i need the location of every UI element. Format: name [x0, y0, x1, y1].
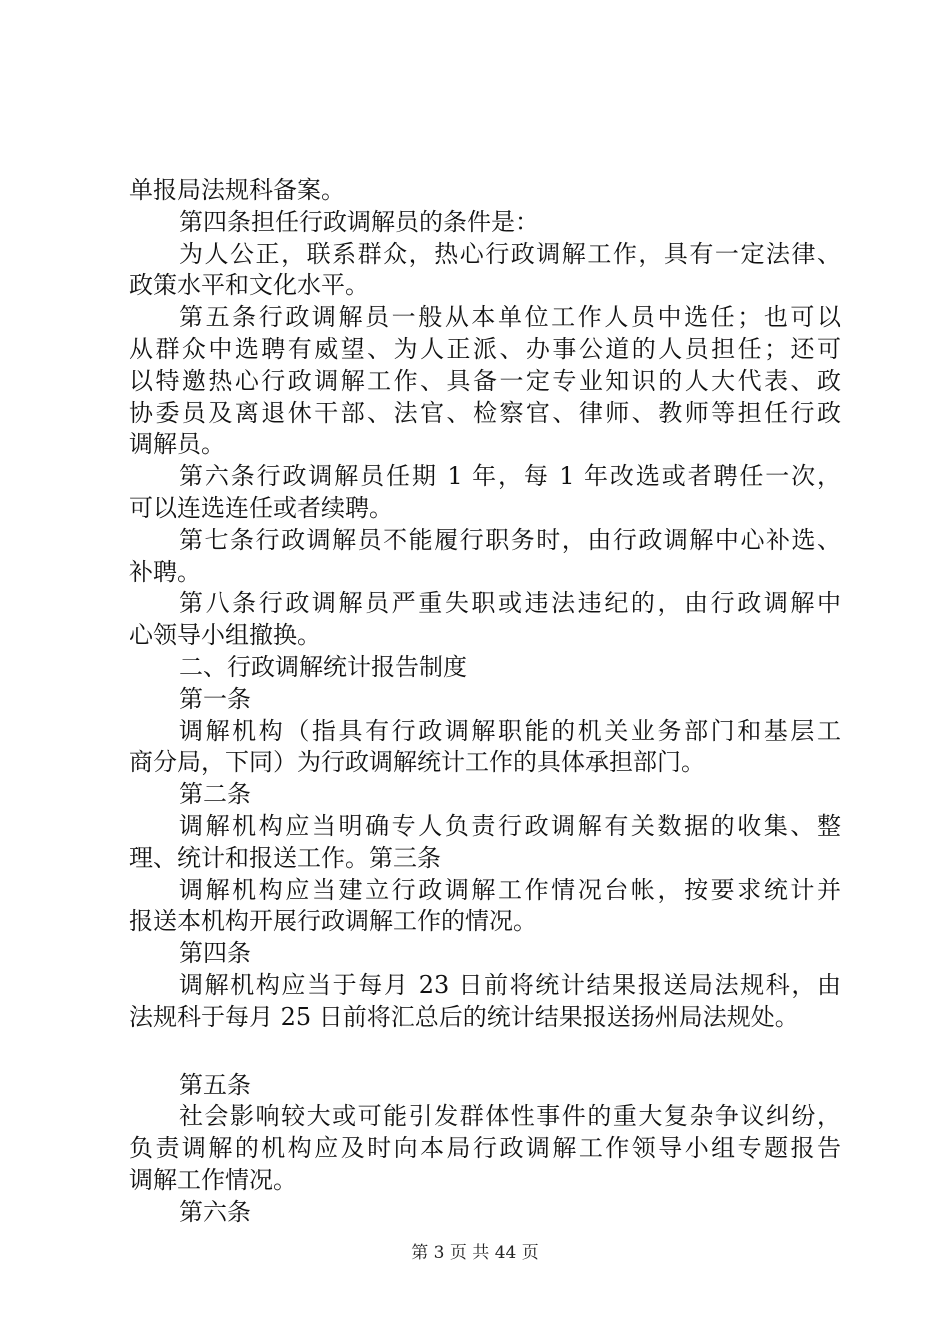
text-line: 第一条: [179, 684, 251, 713]
document-body: [129, 175, 841, 1229]
text-line: 第四条: [179, 939, 251, 968]
text-line: 从群众中选聘有威望、为人正派、办事公道的人员担任；还可: [129, 334, 841, 363]
text-line: 理、统计和报送工作。第三条: [129, 843, 441, 872]
text-line: 单报局法规科备案。: [129, 176, 345, 204]
blank-line: [129, 1034, 841, 1070]
text-line: 第四条担任行政调解员的条件是：: [179, 207, 539, 236]
page-footer: 第 3 页 共 44 页: [411, 1243, 539, 1263]
text-line: 协委员及离退休干部、法官、检察官、律师、教师等担任行政: [129, 398, 841, 427]
text-line: 心领导小组撤换。: [129, 621, 321, 650]
text-line: 以特邀热心行政调解工作、具备一定专业知识的人大代表、政: [129, 366, 841, 395]
text-line: 第五条行政调解员一般从本单位工作人员中选任；也可以: [179, 303, 841, 332]
text-line: 为人公正，联系群众，热心行政调解工作，具有一定法律、: [179, 239, 841, 268]
text-line: 调解员。: [129, 430, 225, 459]
text-line: 第六条行政调解员任期 1 年，每 1 年改选或者聘任一次，: [179, 462, 841, 491]
text-line: 商分局，下同）为行政调解统计工作的具体承担部门。: [129, 748, 705, 777]
text-line: 补聘。: [129, 557, 201, 586]
text-line: 负责调解的机构应及时向本局行政调解工作领导小组专题报告: [129, 1134, 841, 1163]
text-line: 调解机构应当于每月 23 日前将统计结果报送局法规科，由: [179, 970, 841, 999]
text-line: 调解机构应当建立行政调解工作情况台帐，按要求统计并: [179, 875, 841, 904]
text-line: 二、行政调解统计报告制度: [179, 652, 467, 681]
text-line: 第二条: [179, 780, 251, 809]
text-line: 报送本机构开展行政调解工作的情况。: [129, 907, 537, 936]
text-line: 社会影响较大或可能引发群体性事件的重大复杂争议纠纷，: [179, 1102, 841, 1131]
text-line: 调解工作情况。: [129, 1165, 297, 1194]
text-line: 第五条: [179, 1070, 251, 1099]
text-line: 政策水平和文化水平。: [129, 271, 369, 300]
text-line: 调解机构（指具有行政调解职能的机关业务部门和基层工: [179, 716, 841, 745]
text-line: 第七条行政调解员不能履行职务时，由行政调解中心补选、: [179, 525, 841, 554]
text-line: 法规科于每月 25 日前将汇总后的统计结果报送扬州局法规处。: [129, 1002, 799, 1031]
text-line: 第六条: [179, 1197, 251, 1226]
text-line: 可以连选连任或者续聘。: [129, 493, 393, 522]
text-line: 第八条行政调解员严重失职或违法违纪的，由行政调解中: [179, 589, 841, 618]
text-line: 调解机构应当明确专人负责行政调解有关数据的收集、整: [179, 811, 841, 840]
